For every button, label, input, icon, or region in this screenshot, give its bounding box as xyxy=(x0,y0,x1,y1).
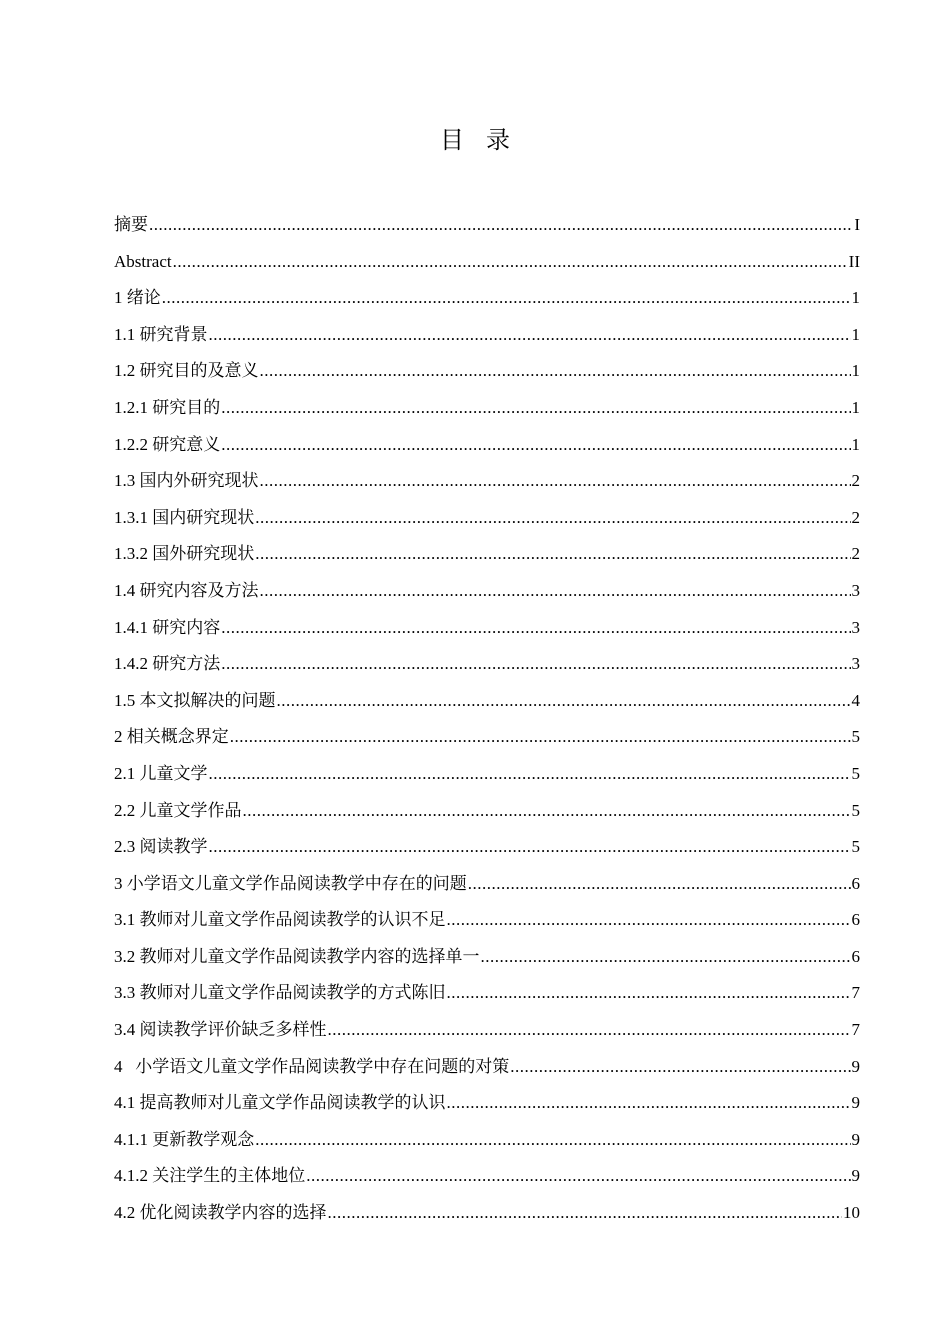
toc-entry[interactable] xyxy=(114,1049,860,1086)
toc-entry-label: 2.1 儿童文学 xyxy=(114,763,208,783)
toc-entry[interactable] xyxy=(114,207,860,244)
toc-dot-leader xyxy=(447,902,851,939)
toc-entry-label: 1.1 研究背景 xyxy=(114,324,208,344)
toc-entry[interactable] xyxy=(114,1085,860,1122)
toc-entry-label: 1.2.2 研究意义 xyxy=(114,434,221,454)
toc-dot-leader xyxy=(447,975,851,1012)
toc-entry-page: 3 xyxy=(851,580,860,600)
toc-entry[interactable] xyxy=(114,646,860,683)
toc-dot-leader xyxy=(221,610,850,647)
toc-entry[interactable] xyxy=(114,939,860,976)
toc-entry-label: 1 绪论 xyxy=(114,288,161,308)
toc-entry-page: 2 xyxy=(851,544,860,564)
toc-entry-page: I xyxy=(854,215,860,234)
toc-entry-page: 6 xyxy=(851,910,860,930)
toc-title: 目录 xyxy=(440,126,532,154)
toc-dot-leader xyxy=(468,866,851,903)
toc-entry[interactable] xyxy=(114,500,860,537)
toc-entry[interactable] xyxy=(114,463,860,500)
toc-entry-page: 1 xyxy=(851,397,860,417)
toc-entry[interactable] xyxy=(114,353,860,390)
toc-entry-label: 1.4.2 研究方法 xyxy=(114,654,221,674)
toc-entry[interactable] xyxy=(114,244,860,281)
toc-entry-page: 1 xyxy=(851,434,860,454)
toc-entry[interactable] xyxy=(114,719,860,756)
toc-dot-leader xyxy=(162,280,851,317)
toc-entry-page: 7 xyxy=(851,1020,860,1040)
toc-entry-label: 4.1.2 关注学生的主体地位 xyxy=(114,1166,306,1186)
toc-dot-leader xyxy=(230,719,851,756)
toc-dot-leader xyxy=(209,317,851,354)
toc-entry-page: 6 xyxy=(851,946,860,966)
toc-entry[interactable] xyxy=(114,280,860,317)
toc-entry-page: 5 xyxy=(851,837,860,857)
toc-entry[interactable] xyxy=(114,829,860,866)
toc-entry-page: 2 xyxy=(851,507,860,527)
toc-entry-label: 1.2 研究目的及意义 xyxy=(114,361,259,381)
toc-entry[interactable] xyxy=(114,317,860,354)
toc-entry[interactable] xyxy=(114,390,860,427)
toc-entry-label: 摘要 xyxy=(114,215,148,234)
toc-entry[interactable] xyxy=(114,866,860,903)
toc-dot-leader xyxy=(328,1012,851,1049)
toc-entry-page: 5 xyxy=(851,727,860,747)
toc-entry[interactable] xyxy=(114,427,860,464)
toc-entry-page: 9 xyxy=(851,1093,860,1113)
toc-entry-page: 6 xyxy=(851,873,860,893)
toc-dot-leader xyxy=(221,427,850,464)
toc-entry[interactable] xyxy=(114,683,860,720)
toc-dot-leader xyxy=(260,353,851,390)
toc-list xyxy=(114,207,860,1232)
toc-entry-label: 2 相关概念界定 xyxy=(114,727,229,747)
toc-dot-leader xyxy=(306,1158,850,1195)
toc-entry[interactable] xyxy=(114,573,860,610)
toc-dot-leader xyxy=(260,573,851,610)
toc-entry-label: 1.4.1 研究内容 xyxy=(114,617,221,637)
toc-entry-label: 3.4 阅读教学评价缺乏多样性 xyxy=(114,1020,327,1040)
toc-dot-leader xyxy=(328,1195,843,1232)
toc-entry-label: 2.3 阅读教学 xyxy=(114,837,208,857)
toc-entry-label: 3.3 教师对儿童文学作品阅读教学的方式陈旧 xyxy=(114,983,446,1003)
toc-entry-label: 4 小学语文儿童文学作品阅读教学中存在问题的对策 xyxy=(114,1056,510,1076)
toc-entry[interactable] xyxy=(114,1122,860,1159)
toc-entry-label: Abstract xyxy=(114,251,172,271)
toc-entry-page: 1 xyxy=(851,288,860,308)
toc-entry-label: 1.5 本文拟解决的问题 xyxy=(114,690,276,710)
toc-entry[interactable] xyxy=(114,1158,860,1195)
toc-entry-label: 4.2 优化阅读教学内容的选择 xyxy=(114,1203,327,1223)
toc-entry-page: 9 xyxy=(851,1166,860,1186)
toc-dot-leader xyxy=(149,207,853,244)
toc-dot-leader xyxy=(510,1049,850,1086)
toc-entry-page: 1 xyxy=(851,324,860,344)
toc-dot-leader xyxy=(209,756,851,793)
toc-entry-label: 1.3 国内外研究现状 xyxy=(114,471,259,491)
toc-entry-page: 5 xyxy=(851,800,860,820)
toc-entry-page: 3 xyxy=(851,654,860,674)
toc-entry[interactable] xyxy=(114,793,860,830)
toc-dot-leader xyxy=(447,1085,851,1122)
toc-entry[interactable] xyxy=(114,756,860,793)
toc-entry-page: 2 xyxy=(851,471,860,491)
toc-entry-label: 1.2.1 研究目的 xyxy=(114,397,221,417)
toc-entry-label: 4.1.1 更新教学观念 xyxy=(114,1129,255,1149)
toc-dot-leader xyxy=(243,793,851,830)
toc-entry-label: 3.2 教师对儿童文学作品阅读教学内容的选择单一 xyxy=(114,946,480,966)
toc-entry[interactable] xyxy=(114,1195,860,1232)
toc-entry-page: 1 xyxy=(851,361,860,381)
toc-entry[interactable] xyxy=(114,536,860,573)
toc-entry-page: 10 xyxy=(843,1203,860,1223)
toc-entry[interactable] xyxy=(114,902,860,939)
toc-dot-leader xyxy=(260,463,851,500)
toc-entry-label: 1.4 研究内容及方法 xyxy=(114,580,259,600)
toc-entry-label: 1.3.1 国内研究现状 xyxy=(114,507,255,527)
toc-dot-leader xyxy=(173,244,848,281)
toc-dot-leader xyxy=(255,500,850,537)
toc-dot-leader xyxy=(221,390,850,427)
toc-entry[interactable] xyxy=(114,610,860,647)
toc-dot-leader xyxy=(255,1122,850,1159)
toc-entry-label: 3 小学语文儿童文学作品阅读教学中存在的问题 xyxy=(114,873,467,893)
toc-entry-label: 2.2 儿童文学作品 xyxy=(114,800,242,820)
toc-entry-page: 4 xyxy=(851,690,860,710)
toc-dot-leader xyxy=(481,939,851,976)
toc-entry[interactable] xyxy=(114,1012,860,1049)
toc-entry-page: 9 xyxy=(851,1129,860,1149)
toc-entry-label: 1.3.2 国外研究现状 xyxy=(114,544,255,564)
toc-dot-leader xyxy=(277,683,851,720)
toc-entry-label: 3.1 教师对儿童文学作品阅读教学的认识不足 xyxy=(114,910,446,930)
toc-entry-page: 3 xyxy=(851,617,860,637)
toc-entry-label: 4.1 提高教师对儿童文学作品阅读教学的认识 xyxy=(114,1093,446,1113)
toc-dot-leader xyxy=(209,829,851,866)
toc-entry-page: 9 xyxy=(851,1056,860,1076)
toc-entry[interactable] xyxy=(114,975,860,1012)
toc-dot-leader xyxy=(255,536,850,573)
toc-entry-page: 7 xyxy=(851,983,860,1003)
toc-entry-page: 5 xyxy=(851,763,860,783)
toc-entry-page: II xyxy=(848,251,860,271)
toc-dot-leader xyxy=(221,646,850,683)
